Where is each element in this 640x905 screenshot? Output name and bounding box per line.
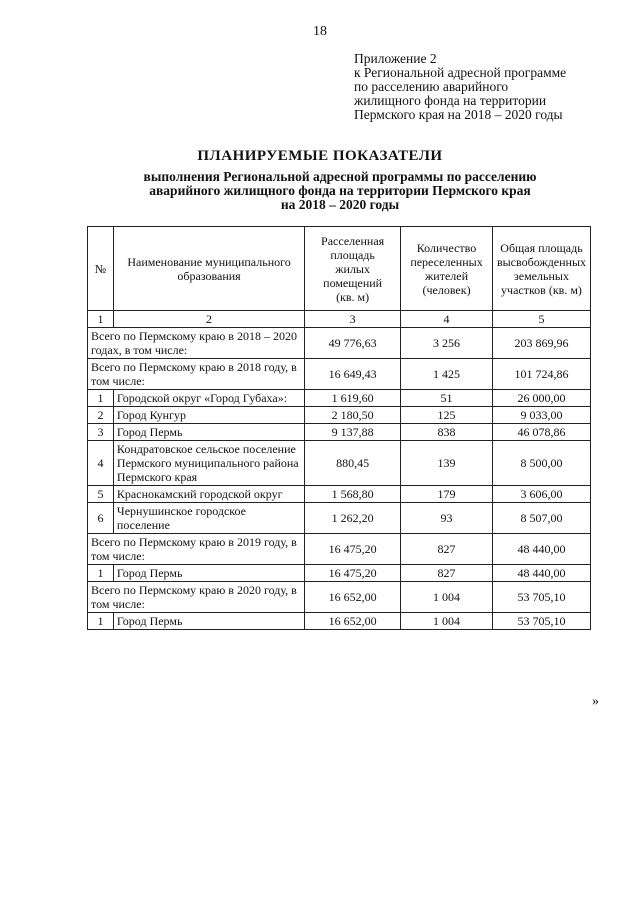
row-residents: 179 bbox=[401, 486, 493, 503]
header-land: Общая площадь высвобожденных земельных участков (кв. м) bbox=[492, 227, 590, 311]
row-name: Городской округ «Город Губаха»: bbox=[113, 390, 304, 407]
table-row bbox=[88, 359, 591, 390]
row-area: 880,45 bbox=[305, 441, 401, 486]
table-row bbox=[88, 613, 591, 630]
row-residents: 93 bbox=[401, 503, 493, 534]
row-land: 48 440,00 bbox=[492, 565, 590, 582]
row-residents: 1 004 bbox=[401, 582, 493, 613]
column-number: 5 bbox=[492, 311, 590, 328]
row-residents: 139 bbox=[401, 441, 493, 486]
header-num: № bbox=[88, 227, 114, 311]
column-number: 2 bbox=[113, 311, 304, 328]
table-row bbox=[88, 582, 591, 613]
row-land: 26 000,00 bbox=[492, 390, 590, 407]
header-residents: Количество переселенных жителей (человек) bbox=[401, 227, 493, 311]
row-residents: 125 bbox=[401, 407, 493, 424]
row-land: 53 705,10 bbox=[492, 582, 590, 613]
indicators-table bbox=[87, 226, 591, 630]
row-residents: 827 bbox=[401, 534, 493, 565]
row-land: 101 724,86 bbox=[492, 359, 590, 390]
page-number: 18 bbox=[313, 24, 327, 39]
row-land: 9 033,00 bbox=[492, 407, 590, 424]
row-name: Всего по Пермскому краю в 2018 – 2020 годах, в том числе: bbox=[88, 328, 305, 359]
appendix-line: Приложение 2 bbox=[354, 51, 437, 66]
row-name: Кондратовское сельское поселение Пермского муниципального района Пермского края bbox=[113, 441, 304, 486]
row-residents: 51 bbox=[401, 390, 493, 407]
table-row bbox=[88, 565, 591, 582]
subtitle-line: аварийного жилищного фонда на территории Пермского края bbox=[149, 183, 531, 198]
table-row bbox=[88, 486, 591, 503]
header-name: Наименование муниципального образования bbox=[113, 227, 304, 311]
appendix-line: к Региональной адресной программе bbox=[354, 65, 567, 80]
column-numbers-row bbox=[88, 311, 591, 328]
row-area: 1 568,80 bbox=[305, 486, 401, 503]
row-name: Город Пермь bbox=[113, 613, 304, 630]
row-area: 16 475,20 bbox=[305, 534, 401, 565]
row-num: 1 bbox=[88, 565, 114, 582]
appendix-line: по расселению аварийного bbox=[354, 79, 509, 94]
column-number: 1 bbox=[88, 311, 114, 328]
table-row bbox=[88, 441, 591, 486]
table-row bbox=[88, 328, 591, 359]
appendix-line: Пермского края на 2018 – 2020 годы bbox=[354, 107, 563, 122]
row-num: 5 bbox=[88, 486, 114, 503]
row-area: 16 475,20 bbox=[305, 565, 401, 582]
row-residents: 3 256 bbox=[401, 328, 493, 359]
table-row bbox=[88, 390, 591, 407]
closing-quote: » bbox=[592, 694, 599, 709]
row-name: Всего по Пермскому краю в 2018 году, в том числе: bbox=[88, 359, 305, 390]
row-area: 16 649,43 bbox=[305, 359, 401, 390]
row-name: Город Кунгур bbox=[113, 407, 304, 424]
row-name: Всего по Пермскому краю в 2019 году, в том числе: bbox=[88, 534, 305, 565]
row-area: 1 619,60 bbox=[305, 390, 401, 407]
row-residents: 827 bbox=[401, 565, 493, 582]
table-header-row bbox=[88, 227, 591, 311]
row-num: 4 bbox=[88, 441, 114, 486]
table-row bbox=[88, 534, 591, 565]
header-area: Расселенная площадь жилых помещений (кв. м) bbox=[305, 227, 401, 311]
row-num: 3 bbox=[88, 424, 114, 441]
row-name: Всего по Пермскому краю в 2020 году, в том числе: bbox=[88, 582, 305, 613]
row-land: 8 507,00 bbox=[492, 503, 590, 534]
subtitle-line: выполнения Региональной адресной программы по расселению bbox=[143, 169, 537, 184]
row-name: Чернушинское городское поселение bbox=[113, 503, 304, 534]
table-row bbox=[88, 503, 591, 534]
row-land: 8 500,00 bbox=[492, 441, 590, 486]
row-area: 2 180,50 bbox=[305, 407, 401, 424]
appendix-line: жилищного фонда на территории bbox=[354, 93, 547, 108]
row-num: 1 bbox=[88, 390, 114, 407]
table-row bbox=[88, 424, 591, 441]
document-subtitle bbox=[90, 170, 590, 212]
row-land: 46 078,86 bbox=[492, 424, 590, 441]
appendix-note bbox=[354, 52, 634, 122]
row-land: 48 440,00 bbox=[492, 534, 590, 565]
row-name: Город Пермь bbox=[113, 424, 304, 441]
row-residents: 838 bbox=[401, 424, 493, 441]
row-num: 2 bbox=[88, 407, 114, 424]
table-row bbox=[88, 407, 591, 424]
row-area: 1 262,20 bbox=[305, 503, 401, 534]
subtitle-line: на 2018 – 2020 годы bbox=[280, 197, 400, 212]
row-num: 1 bbox=[88, 613, 114, 630]
row-land: 53 705,10 bbox=[492, 613, 590, 630]
column-number: 3 bbox=[305, 311, 401, 328]
row-name: Краснокамский городской округ bbox=[113, 486, 304, 503]
row-area: 49 776,63 bbox=[305, 328, 401, 359]
row-residents: 1 004 bbox=[401, 613, 493, 630]
row-land: 203 869,96 bbox=[492, 328, 590, 359]
row-area: 16 652,00 bbox=[305, 613, 401, 630]
row-num: 6 bbox=[88, 503, 114, 534]
row-area: 9 137,88 bbox=[305, 424, 401, 441]
row-area: 16 652,00 bbox=[305, 582, 401, 613]
row-residents: 1 425 bbox=[401, 359, 493, 390]
document-title: ПЛАНИРУЕМЫЕ ПОКАЗАТЕЛИ bbox=[197, 148, 443, 164]
row-land: 3 606,00 bbox=[492, 486, 590, 503]
column-number: 4 bbox=[401, 311, 493, 328]
row-name: Город Пермь bbox=[113, 565, 304, 582]
